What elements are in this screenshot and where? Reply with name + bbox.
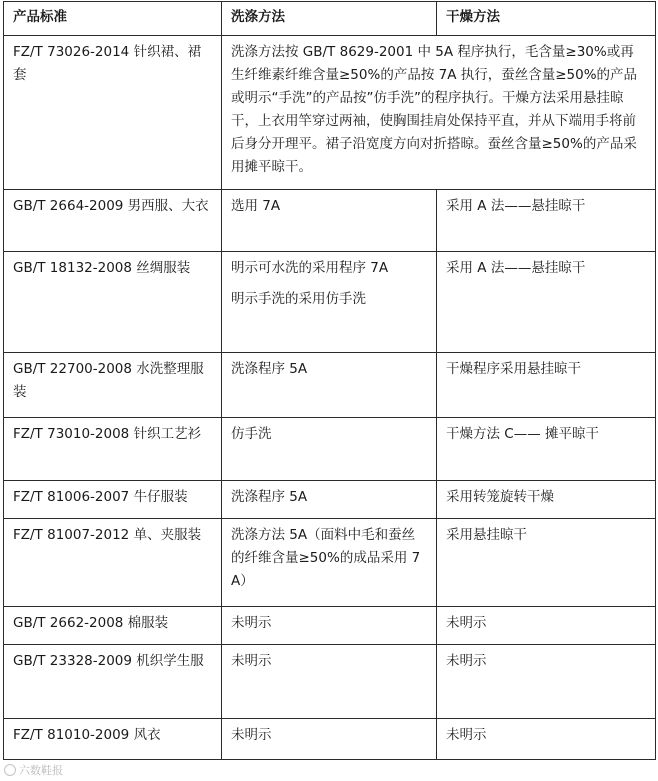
header-product-standard: 产品标准 (4, 2, 222, 36)
wash-text: 明示可水洗的采用程序 7A (231, 260, 389, 276)
cell-standard: FZ/T 81006-2007 牛仔服装 (4, 481, 222, 519)
table-row (4, 418, 656, 481)
cell-wash (222, 190, 437, 252)
wash-text: 洗涤方法 5A（面料中毛和蚕丝的纤维含量≥50%的成品采用 7A） (231, 527, 421, 589)
cell-standard: FZ/T 73010-2008 针织工艺衫 (4, 418, 222, 481)
wash-text: 未明示 (231, 727, 272, 743)
table-row (4, 607, 656, 645)
wash-text: 未明示 (231, 615, 272, 631)
cell-dry: 采用 A 法——悬挂晾干 (437, 190, 656, 252)
watermark-text: 六数鞋报 (19, 764, 63, 777)
header-wash-method: 洗涤方法 (222, 2, 437, 36)
cell-standard: GB/T 2664-2009 男西服、大衣 (4, 190, 222, 252)
cell-dry: 未明示 (437, 645, 656, 719)
wash-text: 明示手洗的采用仿手洗 (231, 291, 366, 307)
wash-text: 洗涤方法按 GB/T 8629-2001 中 5A 程序执行，毛含量≥30%或再生纤维素纤维含量≥50%的产品按 7A 执行，蚕丝含量≥50%的产品或明示“手洗”的产品按”仿手洗”的程序执行。干燥方法采用悬挂晾干，上衣用竿穿过两袖，使胸围挂肩处保持平直，并从下端用手将前后身分开理平。裙子沿宽度方向对折搭晾。蚕丝含量≥50%的产品采用摊平晾干。 (231, 44, 638, 175)
cell-wash (222, 645, 437, 719)
wash-text: 未明示 (231, 653, 272, 669)
cell-wash (222, 353, 437, 418)
table-row (4, 645, 656, 719)
cell-wash-and-dry (222, 36, 656, 190)
cell-standard: FZ/T 81007-2012 单、夹服装 (4, 519, 222, 607)
wash-text: 洗涤程序 5A (231, 361, 308, 377)
cell-standard: GB/T 23328-2009 机织学生服 (4, 645, 222, 719)
cell-dry: 干燥方法 C—— 摊平晾干 (437, 418, 656, 481)
cell-standard: GB/T 2662-2008 棉服装 (4, 607, 222, 645)
cell-standard: GB/T 22700-2008 水洗整理服装 (4, 353, 222, 418)
cell-wash (222, 719, 437, 760)
standards-table (3, 1, 656, 760)
weixin-logo-icon (4, 764, 16, 776)
wash-text: 洗涤程序 5A (231, 489, 308, 505)
cell-standard: FZ/T 81010-2009 风衣 (4, 719, 222, 760)
wash-text: 选用 7A (231, 198, 281, 214)
cell-dry: 采用 A 法——悬挂晾干 (437, 252, 656, 353)
table-row (4, 519, 656, 607)
table-header-row (4, 2, 656, 36)
cell-standard: FZ/T 73026-2014 针织裙、裙套 (4, 36, 222, 190)
cell-wash (222, 519, 437, 607)
watermark (4, 762, 63, 778)
cell-dry: 干燥程序采用悬挂晾干 (437, 353, 656, 418)
table-row (4, 481, 656, 519)
header-dry-method: 干燥方法 (437, 2, 656, 36)
table-row (4, 719, 656, 760)
table-row (4, 252, 656, 353)
table-row (4, 190, 656, 252)
cell-wash (222, 607, 437, 645)
cell-wash (222, 481, 437, 519)
wash-text: 仿手洗 (231, 426, 272, 442)
cell-dry: 采用悬挂晾干 (437, 519, 656, 607)
table-row (4, 353, 656, 418)
cell-wash (222, 252, 437, 353)
cell-dry: 未明示 (437, 607, 656, 645)
cell-wash (222, 418, 437, 481)
cell-dry: 采用转笼旋转干燥 (437, 481, 656, 519)
cell-dry: 未明示 (437, 719, 656, 760)
table-row (4, 36, 656, 190)
cell-standard: GB/T 18132-2008 丝绸服装 (4, 252, 222, 353)
